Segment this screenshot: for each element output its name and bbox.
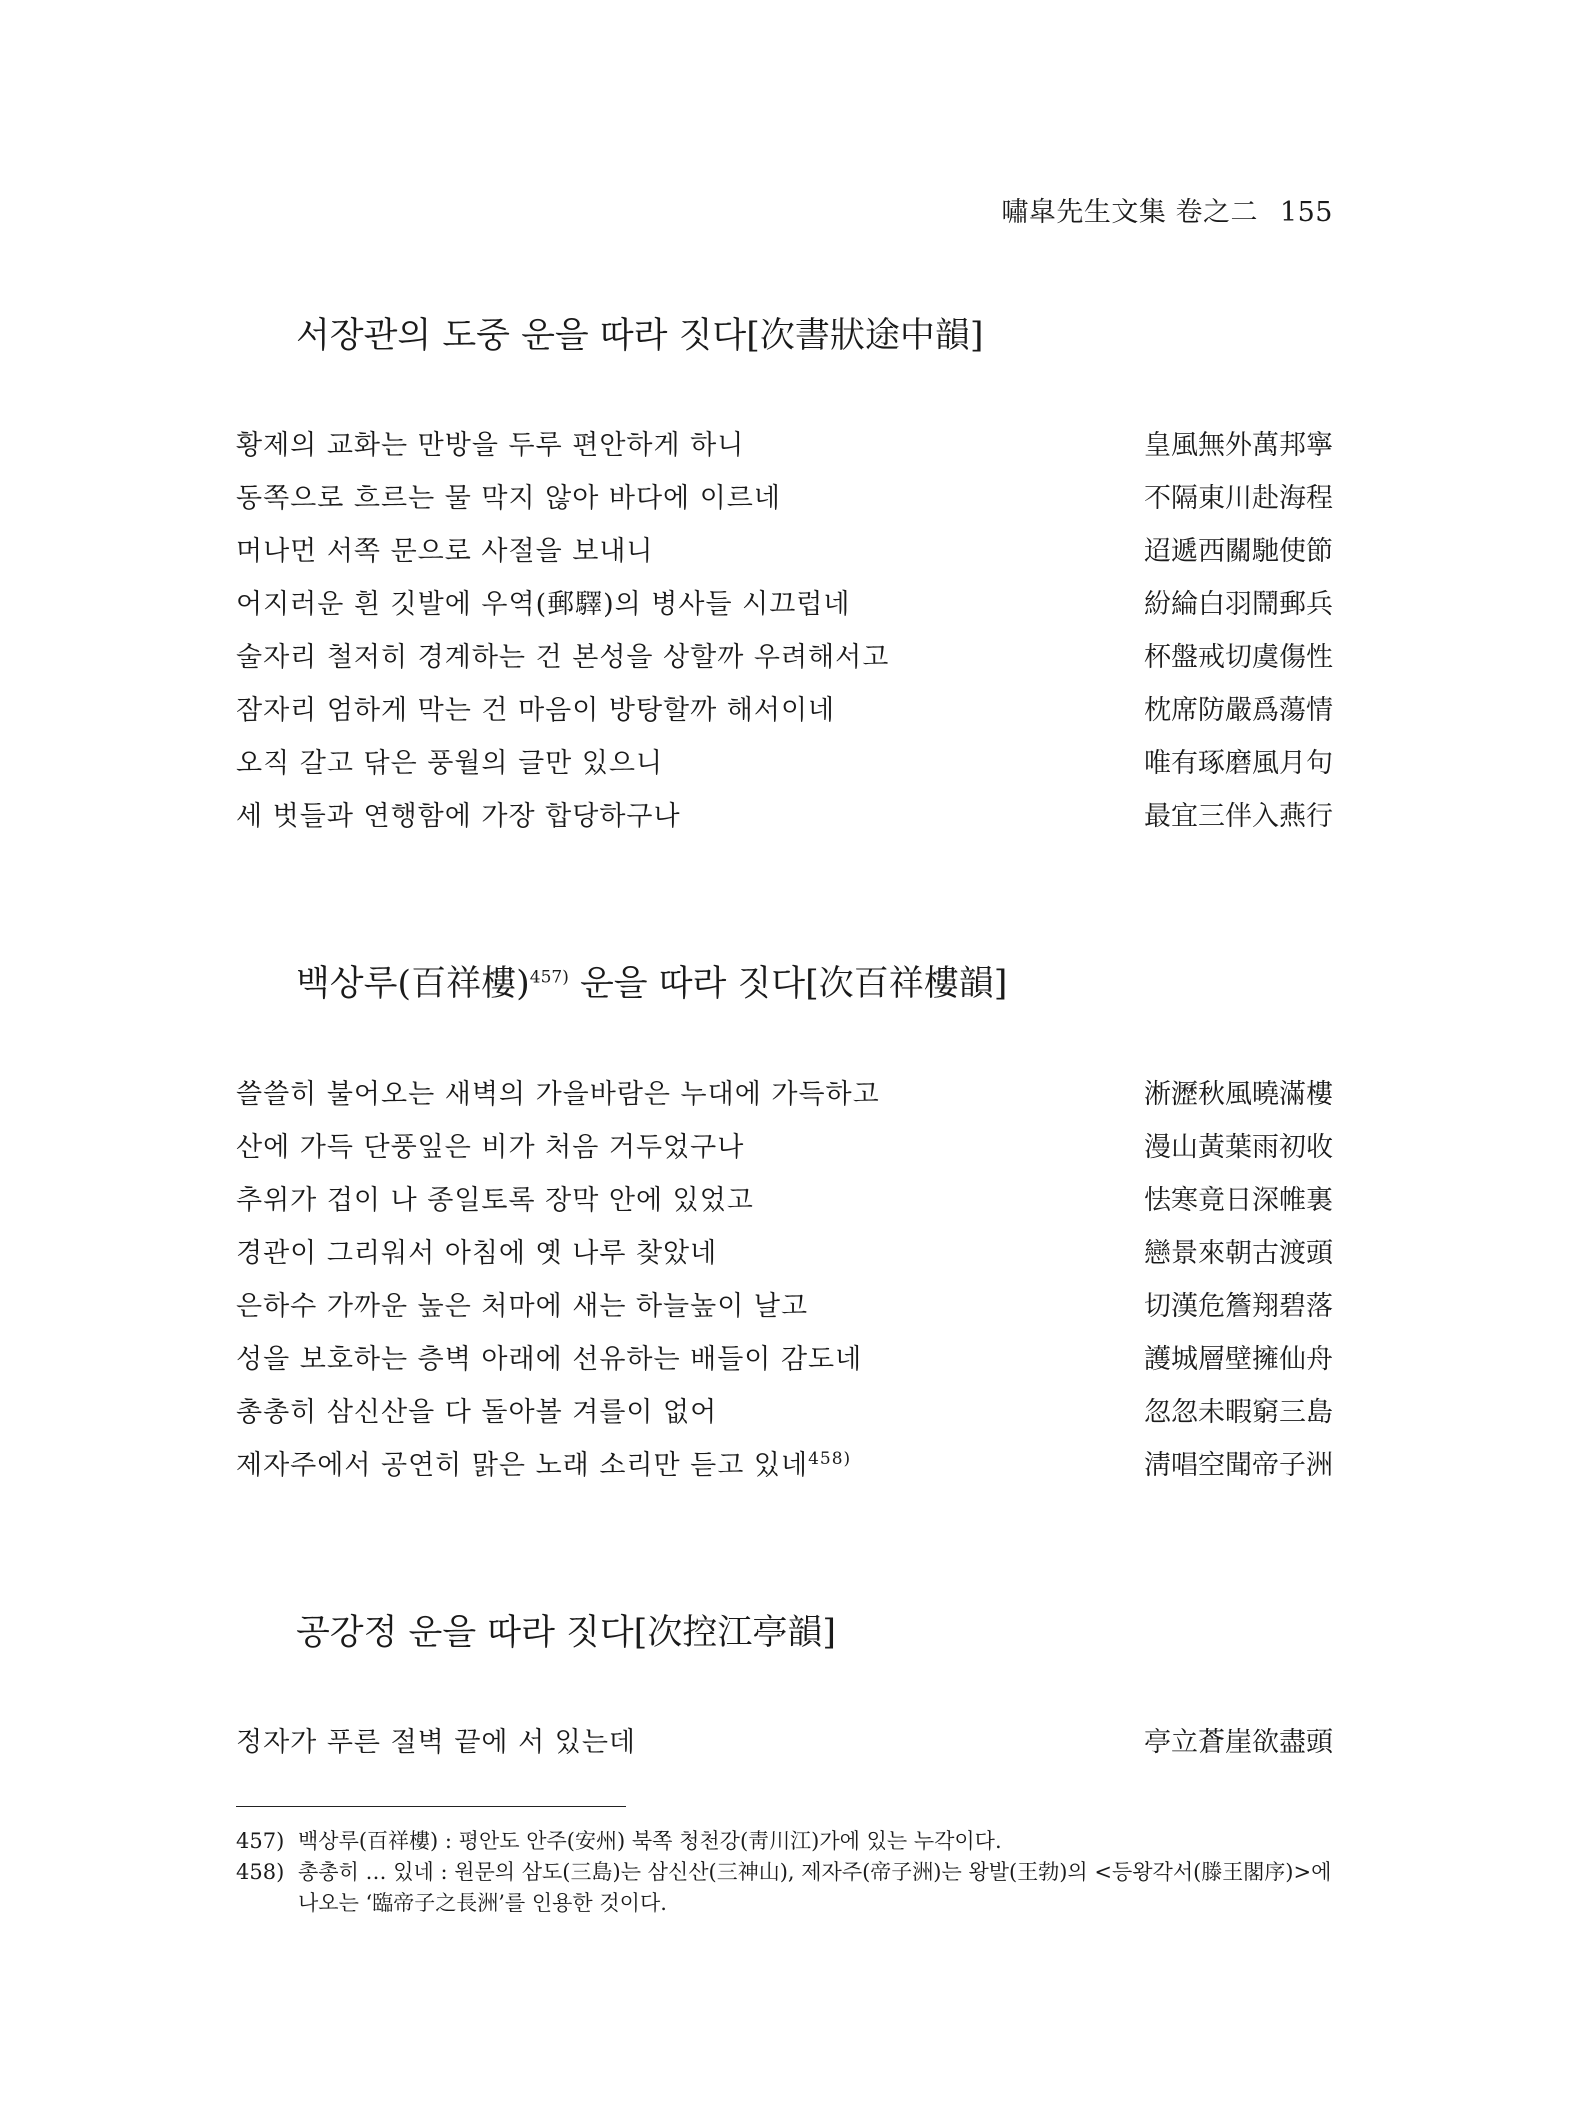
- poem-line: [236, 1390, 1333, 1430]
- hanja-line: 皇風無外萬邦寧: [1144, 430, 1333, 461]
- poem-line: [236, 741, 1333, 781]
- poem-line: [236, 688, 1333, 728]
- poem-line: [236, 582, 1333, 622]
- footnotes: [236, 1826, 1333, 1919]
- korean-line: 잠자리 엄하게 막는 건 마음이 방탕할까 해서이네: [236, 695, 836, 726]
- korean-line: 정자가 푸른 절벽 끝에 서 있는데: [236, 1727, 636, 1758]
- hanja-line: 枕席防嚴爲蕩情: [1144, 695, 1333, 726]
- poem-line: [236, 1284, 1333, 1324]
- footnote-divider: [236, 1806, 626, 1807]
- poem-line: [236, 529, 1333, 569]
- korean-line: 성을 보호하는 층벽 아래에 선유하는 배들이 감도네: [236, 1344, 863, 1375]
- hanja-line: 戀景來朝古渡頭: [1144, 1238, 1333, 1269]
- poem-line: [236, 476, 1333, 516]
- collection-title: 嘯皐先生文集 卷之二: [1001, 197, 1258, 228]
- poem-title: 공강정 운을 따라 짓다[次控江亭韻]: [296, 1613, 836, 1653]
- poem-line: [236, 794, 1333, 834]
- footnote: [236, 1826, 1333, 1857]
- running-header: [1001, 190, 1333, 229]
- hanja-line: 忽忽未暇窮三島: [1144, 1397, 1333, 1428]
- poem-title: 백상루(百祥樓)$^{457)}$ 운을 따라 짓다[次百祥樓韻]: [296, 964, 1008, 1004]
- korean-line: 동쪽으로 흐르는 물 막지 않아 바다에 이르네: [236, 483, 781, 514]
- footnote-ref: 458): [808, 1449, 852, 1469]
- footnote-text: 총총히 … 있네 : 원문의 삼도(三島)는 삼신산(三神山), 제자주(帝子洲)는 왕발(王勃)의 <등왕각서(滕王閣序)>에 나오는 ‘臨帝子之長洲’를 인용한 것이다.: [298, 1860, 1332, 1915]
- poem-line: [236, 1231, 1333, 1271]
- hanja-line: 護城層壁擁仙舟: [1144, 1344, 1333, 1375]
- korean-line: 술자리 철저히 경계하는 건 본성을 상할까 우려해서고: [236, 642, 890, 673]
- korean-line: 은하수 가까운 높은 처마에 새는 하늘높이 날고: [236, 1291, 809, 1322]
- hanja-line: 淅瀝秋風曉滿樓: [1144, 1079, 1333, 1110]
- hanja-line: 唯有琢磨風月句: [1144, 748, 1333, 779]
- hanja-line: 紛綸白羽鬧郵兵: [1144, 589, 1333, 620]
- korean-line: 오직 갈고 닦은 풍월의 글만 있으니: [236, 748, 664, 779]
- korean-line: 경관이 그리워서 아침에 옛 나루 찾았네: [236, 1238, 718, 1269]
- footnote-number: 457): [236, 1829, 285, 1853]
- hanja-line: 迢遞西關馳使節: [1144, 536, 1333, 567]
- hanja-line: 漫山黃葉雨初收: [1144, 1132, 1333, 1163]
- footnote-number: 458): [236, 1860, 285, 1884]
- hanja-line: 不隔東川赴海程: [1144, 483, 1333, 514]
- hanja-line: 亭立蒼崖欲盡頭: [1144, 1727, 1333, 1758]
- hanja-line: 杯盤戒切虞傷性: [1144, 642, 1333, 673]
- korean-line: 머나먼 서쪽 문으로 사절을 보내니: [236, 536, 654, 567]
- korean-line: 쓸쓸히 불어오는 새벽의 가을바람은 누대에 가득하고: [236, 1079, 880, 1110]
- page-number: 155: [1279, 197, 1333, 228]
- poem-line: [236, 1337, 1333, 1377]
- hanja-line: 最宜三伴入燕行: [1144, 801, 1333, 832]
- korean-line: 황제의 교화는 만방을 두루 편안하게 하니: [236, 430, 745, 461]
- footnote-ref: 457): [529, 967, 569, 988]
- hanja-line: 怯寒竟日深帷裏: [1144, 1185, 1333, 1216]
- poem-line: [236, 635, 1333, 675]
- korean-line: 어지러운 흰 깃발에 우역(郵驛)의 병사들 시끄럽네: [236, 589, 851, 620]
- korean-line: 제자주에서 공연히 맑은 노래 소리만 듣고 있네$^{458)}$: [236, 1449, 852, 1481]
- poem-line: [236, 1443, 1333, 1483]
- poem-line: [236, 1720, 1333, 1760]
- poem-line: [236, 1125, 1333, 1165]
- footnote-text: 백상루(百祥樓) : 평안도 안주(安州) 북쪽 청천강(靑川江)가에 있는 누각이다.: [298, 1829, 1002, 1853]
- poem-title: 서장관의 도중 운을 따라 짓다[次書狀途中韻]: [296, 316, 984, 356]
- hanja-line: 淸唱空聞帝子洲: [1144, 1450, 1333, 1481]
- korean-line: 총총히 삼신산을 다 돌아볼 겨를이 없어: [236, 1397, 718, 1428]
- korean-line: 세 벗들과 연행함에 가장 합당하구나: [236, 801, 681, 832]
- poem-line: [236, 423, 1333, 463]
- footnote: [236, 1857, 1333, 1919]
- korean-line: 추위가 겁이 나 종일토록 장막 안에 있었고: [236, 1185, 754, 1216]
- poem-line: [236, 1178, 1333, 1218]
- poem-line: [236, 1072, 1333, 1112]
- korean-line: 산에 가득 단풍잎은 비가 처음 거두었구나: [236, 1132, 745, 1163]
- hanja-line: 切漢危簷翔碧落: [1144, 1291, 1333, 1322]
